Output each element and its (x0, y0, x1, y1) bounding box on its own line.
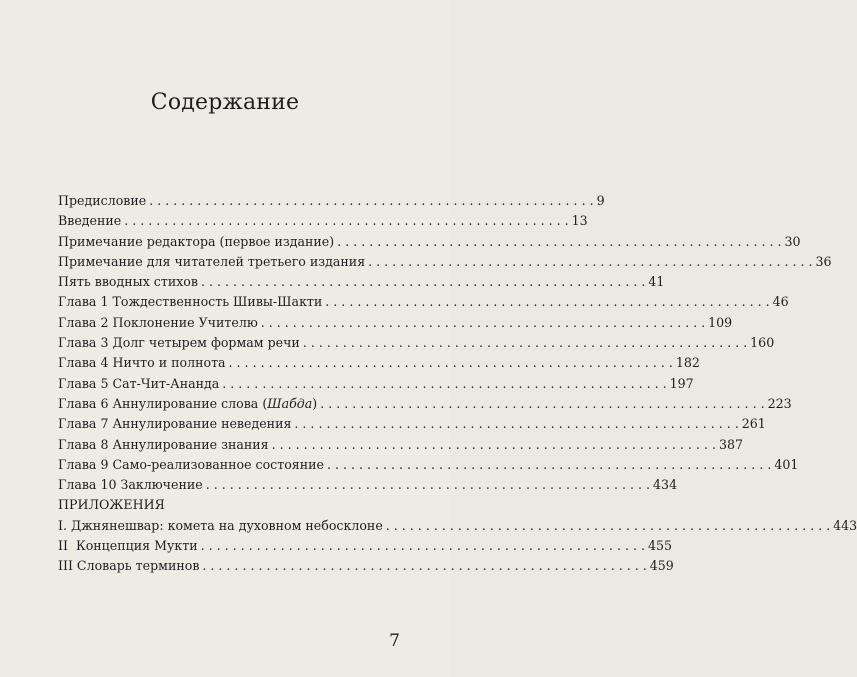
toc-entry-page: 36 (815, 253, 832, 269)
appendix-entry-page: 459 (649, 558, 674, 574)
toc-entry (58, 313, 733, 333)
toc-entry-page: 109 (708, 314, 733, 330)
appendix-entry-label: III Словарь терминов (58, 558, 200, 574)
appendix-entry (58, 556, 674, 576)
page-title: Содержание (150, 90, 300, 115)
toc-entry (58, 374, 694, 394)
leader-dots (222, 374, 666, 394)
appendix-entry-label: II Концепция Мукти (58, 538, 198, 554)
toc-entry (58, 333, 775, 353)
appendix-entry-page: 443 (833, 517, 857, 533)
toc-entry (58, 353, 700, 373)
leader-dots (272, 435, 716, 455)
toc-entry-page: 182 (675, 355, 700, 371)
toc-entry-label: Глава 7 Аннулирование неведения (58, 416, 292, 432)
toc-entry-label: Глава 2 Поклонение Учителю (58, 314, 258, 330)
leader-dots (325, 292, 769, 312)
toc-entry (58, 394, 792, 414)
toc-entry-page: 261 (741, 416, 766, 432)
appendix-entry-label: I. Джнянешвар: комета на духовном небосклоне (58, 517, 383, 533)
leader-dots (124, 211, 568, 231)
toc-entry (58, 435, 743, 455)
toc-entry-page: 46 (772, 294, 789, 310)
leader-dots (149, 191, 593, 211)
appendix-heading: ПРИЛОЖЕНИЯ (58, 497, 165, 513)
leader-dots (202, 556, 646, 576)
toc-entry-label: Глава 3 Долг четырем формам речи (58, 335, 300, 351)
leader-dots (337, 232, 781, 252)
toc-entry (58, 292, 789, 312)
toc-entry-page: 223 (767, 395, 792, 411)
toc-entry-label: Глава 9 Само-реализованное состояние (58, 456, 324, 472)
toc-entry-label: Примечание для читателей третьего издания (58, 253, 366, 269)
toc-entry-label: Введение (58, 213, 122, 229)
page-number: 7 (389, 631, 400, 651)
toc-entry-label: Глава 5 Сат-Чит-Ананда (58, 375, 220, 391)
toc-entry (58, 191, 605, 211)
toc-entry (58, 252, 832, 272)
leader-dots (320, 394, 764, 414)
appendix-entry (58, 516, 857, 536)
toc-entry-label: Глава 10 Заключение (58, 477, 203, 493)
toc-entry (58, 455, 799, 475)
leader-dots (201, 272, 645, 292)
toc-entry-page: 434 (653, 477, 678, 493)
toc-entry-label-start: Глава 6 Аннулирование слова ( (58, 395, 268, 411)
leader-dots (206, 475, 650, 495)
toc-entry (58, 475, 678, 495)
toc-entry-label: Глава 4 Ничто и полнота (58, 355, 226, 371)
appendix-entry (58, 536, 673, 556)
table-of-contents (58, 191, 857, 577)
toc-entry-page: 30 (784, 233, 801, 249)
leader-dots (386, 516, 830, 536)
toc-entry-page: 387 (718, 436, 743, 452)
leader-dots (201, 536, 645, 556)
toc-entry-page: 9 (596, 193, 605, 208)
toc-entry-label: Глава 1 Тождественность Шивы-Шакти (58, 294, 323, 310)
toc-entry-page: 401 (774, 456, 799, 472)
toc-entry-label: Предисловие (58, 193, 147, 208)
leader-dots (327, 455, 771, 475)
leader-dots (368, 252, 812, 272)
toc-entry (58, 232, 801, 252)
leader-dots (294, 414, 738, 434)
leader-dots (303, 333, 747, 353)
toc-entry-page: 41 (648, 274, 665, 290)
toc-entry-page: 13 (571, 213, 588, 229)
toc-entry (58, 272, 665, 292)
toc-entry (58, 414, 766, 434)
toc-entry-label: Примечание редактора (первое издание) (58, 233, 335, 249)
appendix-heading-row (58, 495, 400, 515)
toc-entry-label: Глава 8 Аннулирование знания (58, 436, 269, 452)
appendix-entry-page: 455 (647, 538, 673, 554)
toc-entry-label: Пять вводных стихов (58, 274, 198, 290)
leader-dots (261, 313, 705, 333)
toc-entry-label-italic: Шабда (267, 395, 313, 411)
toc-entry-label-end: ) (312, 395, 318, 411)
toc-entry (58, 211, 588, 231)
toc-entry-page: 197 (669, 375, 694, 391)
toc-entry-label (58, 394, 317, 414)
toc-entry-page: 160 (750, 335, 775, 351)
leader-dots (229, 353, 673, 373)
